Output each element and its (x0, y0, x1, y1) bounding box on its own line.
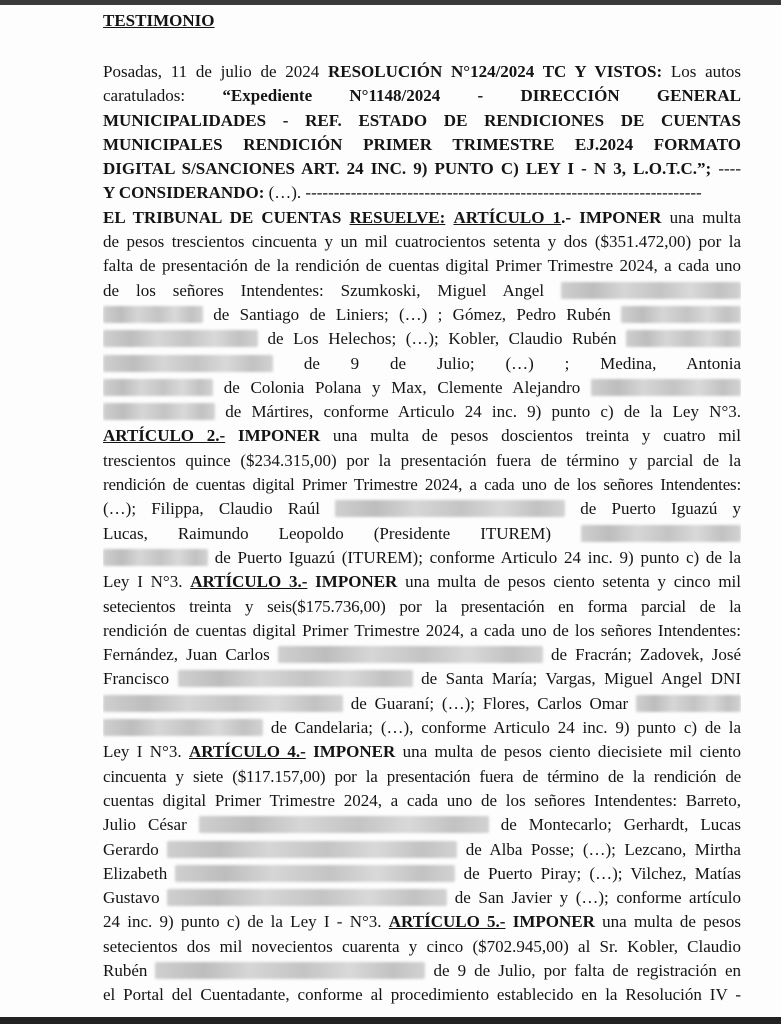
text-line (103, 765, 741, 789)
text-run: de Los Helechos; (…); Kobler, Claudio Rubén (258, 329, 626, 349)
text-run: una multa de pesos doscientos treinta y cuatro mil (320, 426, 741, 446)
text-run: Posadas, 11 de julio de 2024 (103, 62, 328, 81)
redacted-blur (278, 646, 543, 663)
text-line (103, 327, 741, 351)
text-line (103, 279, 741, 303)
resolution-body (103, 60, 741, 1008)
bold-text-run: MUNICIPALES RENDICIÓN PRIMER TRIMESTRE EJ.2024 FORMATO (103, 134, 741, 154)
text-run: una multa de pesos (594, 912, 741, 932)
text-line (103, 667, 741, 691)
text-line (103, 497, 741, 521)
text-run: (…). ---------------------------------------------------------------------- (264, 183, 702, 203)
text-run: rendición de cuentas digital Primer Trimestre 2024, a cada uno de los señores Intendentes: (103, 475, 741, 495)
article-heading: ARTÍCULO 4.- (188, 742, 306, 762)
redacted-blur (103, 549, 208, 566)
text-line (103, 473, 741, 497)
text-line (103, 886, 741, 910)
redacted-blur (175, 865, 455, 882)
text-line (103, 716, 741, 740)
text-line (103, 206, 741, 230)
text-run: Francisco (103, 669, 178, 689)
redacted-blur (591, 379, 741, 396)
text-line (103, 352, 741, 376)
text-line (103, 546, 741, 570)
redacted-blur (103, 306, 203, 323)
text-line (103, 181, 741, 205)
text-run: trescientos quince ($234.315,00) por la presentación fuera de término y parcial de la (103, 450, 741, 470)
redacted-blur (103, 355, 273, 372)
text-line (103, 813, 741, 837)
text-run: de Colonia Polana y Max, Clemente Alejandro (213, 377, 591, 397)
text-run: Gustavo (103, 888, 168, 908)
document-page (103, 10, 741, 1008)
top-edge-bar (0, 0, 781, 5)
text-run: Gerardo (103, 839, 168, 859)
redacted-blur (103, 719, 263, 736)
text-line (103, 595, 741, 619)
text-line (103, 84, 741, 108)
text-run: Rubén (103, 960, 156, 980)
bold-text-run: .- IMPONER (561, 207, 662, 227)
redacted-blur (103, 379, 213, 396)
text-run: de 9 de Julio; (…) ; Medina, Antonia (273, 353, 741, 373)
text-line (103, 449, 741, 473)
text-run: de Alba Posse; (…); Lezcano, Mirtha (457, 839, 741, 859)
bold-text-run: IMPONER (505, 912, 595, 932)
text-run: ---- (711, 159, 741, 179)
text-run: de Candelaria; (…), conforme Articulo 24 inc. 9) punto c) de la (263, 718, 741, 738)
redacted-blur (103, 330, 258, 347)
redacted-blur (199, 816, 489, 833)
text-run: Fernández, Juan Carlos (103, 645, 278, 665)
text-run: una multa de pesos ciento setenta y cinco mil (397, 572, 741, 592)
bold-text-run: Y CONSIDERANDO: (103, 183, 265, 203)
redacted-blur (335, 500, 565, 517)
text-line (103, 619, 741, 643)
text-run: caratulados: (103, 86, 223, 106)
text-run: el Portal del Cuentadante, conforme al procedimiento establecido en la Resolución IV - (103, 985, 741, 1005)
redacted-blur (636, 695, 741, 712)
text-run: cuentas digital Primer Trimestre 2024, a cada uno de los señores Intendentes: Barreto, (103, 790, 741, 810)
text-line (103, 692, 741, 716)
bold-text-run: EL TRIBUNAL DE CUENTAS (103, 207, 350, 227)
bold-text-run: RESOLUCIÓN N°124/2024 TC Y VISTOS: (327, 62, 663, 81)
text-run: de Puerto Iguazú y (565, 499, 741, 519)
text-line (103, 740, 741, 764)
redacted-blur (155, 962, 425, 979)
text-run: setecientos treinta y seis($175.736,00) por la presentación en forma parcial de la (103, 596, 741, 616)
redacted-blur (103, 403, 215, 420)
text-run: cincuenta y siete ($117.157,00) por la presentación fuera de término de la rendición de (103, 766, 741, 786)
text-run: de Puerto Piray; (…); Vilchez, Matías (455, 863, 741, 883)
text-line (103, 522, 741, 546)
redacted-blur (167, 889, 447, 906)
document-title: TESTIMONIO (103, 11, 215, 30)
text-run: de 9 de Julio, por falta de registración en (425, 960, 741, 980)
text-run: setecientos dos mil novecientos cuarenta y cinco ($702.945,00) al Sr. Kobler, Claudio (103, 936, 741, 956)
text-run: Julio César (103, 815, 199, 835)
text-line (103, 60, 741, 84)
article-heading: ARTÍCULO 1 (453, 207, 562, 227)
bold-text-run: “Expediente N°1148/2024 - DIRECCIÓN GENERAL (222, 86, 741, 106)
text-run: de San Javier y (…); conforme artículo (447, 888, 741, 908)
bold-text-run: DIGITAL S/SANCIONES ART. 24 INC. 9) PUNTO C) LEY I - N 3, L.O.T.C.”; (103, 159, 712, 179)
bold-text-run: MUNICIPALIDADES - REF. ESTADO DE RENDICIONES DE CUENTAS (103, 110, 741, 130)
text-run: Elizabeth (103, 863, 176, 883)
text-run: Los autos (662, 62, 741, 81)
text-line (103, 109, 741, 133)
redacted-blur (581, 525, 741, 542)
redacted-blur (103, 695, 343, 712)
text-line (103, 910, 741, 934)
text-run: de Santa María; Vargas, Miguel Angel DNI (412, 669, 741, 689)
text-run: de los señores Intendentes: Szumkoski, Miguel Angel (103, 280, 561, 300)
text-line (103, 862, 741, 886)
text-run: de Santiago de Liniers; (…) ; Gómez, Pedro Rubén (203, 304, 621, 324)
text-run: 24 inc. 9) punto c) de la Ley I - N°3. (103, 912, 389, 932)
text-line (103, 424, 741, 448)
text-line (103, 643, 741, 667)
redacted-blur (178, 670, 413, 687)
text-line (103, 959, 741, 983)
bold-text-run: IMPONER (225, 426, 321, 446)
article-heading: RESUELVE: (349, 207, 446, 227)
text-line (103, 157, 741, 181)
text-run: (…); Filippa, Claudio Raúl (103, 499, 336, 519)
redacted-blur (626, 330, 741, 347)
bottom-edge-bar (0, 1017, 781, 1024)
redacted-blur (621, 306, 741, 323)
text-line (103, 376, 741, 400)
text-line (103, 133, 741, 157)
redacted-blur (561, 282, 741, 299)
text-line (103, 789, 741, 813)
text-line (103, 303, 741, 327)
text-run: Lucas, Raimundo Leopoldo (Presidente ITUREM) (103, 523, 581, 543)
text-line (103, 230, 741, 254)
text-line (103, 935, 741, 959)
text-run: de Mártires, conforme Articulo 24 inc. 9) punto c) de la Ley N°3. (215, 402, 741, 422)
text-run: rendición de cuentas digital Primer Trimestre 2024, a cada uno de los señores Intendentes: (103, 620, 741, 640)
article-heading: ARTÍCULO 2.- (103, 426, 226, 446)
text-line (103, 838, 741, 862)
bold-text-run: IMPONER (307, 572, 398, 592)
bold-text-run: IMPONER (305, 742, 396, 762)
text-run: Ley I N°3. (103, 742, 189, 762)
title-spacer (103, 32, 741, 60)
text-run: de Montecarlo; Gerhardt, Lucas (488, 815, 741, 835)
text-line (103, 254, 741, 278)
text-run: falta de presentación de la rendición de cuentas digital Primer Trimestre 2024, a cada uno (103, 256, 741, 276)
text-line (103, 400, 741, 424)
text-run: de Fracrán; Zadovek, José (542, 645, 741, 665)
text-run: Ley I N°3. (103, 572, 191, 592)
text-run: una multa de pesos ciento diecisiete mil ciento (395, 742, 741, 762)
text-run: de Guaraní; (…); Flores, Carlos Omar (343, 693, 636, 713)
text-run: de pesos trescientos cincuenta y un mil cuatrocientos setenta y dos ($351.472,00) por la (103, 232, 741, 252)
article-heading: ARTÍCULO 3.- (190, 572, 308, 592)
text-line (103, 983, 741, 1007)
article-heading: ARTÍCULO 5.- (388, 912, 506, 932)
text-run: una multa (661, 207, 741, 227)
text-run: de Puerto Iguazú (ITUREM); conforme Articulo 24 inc. 9) punto c) de la (208, 547, 741, 567)
text-line (103, 570, 741, 594)
redacted-blur (167, 841, 457, 858)
